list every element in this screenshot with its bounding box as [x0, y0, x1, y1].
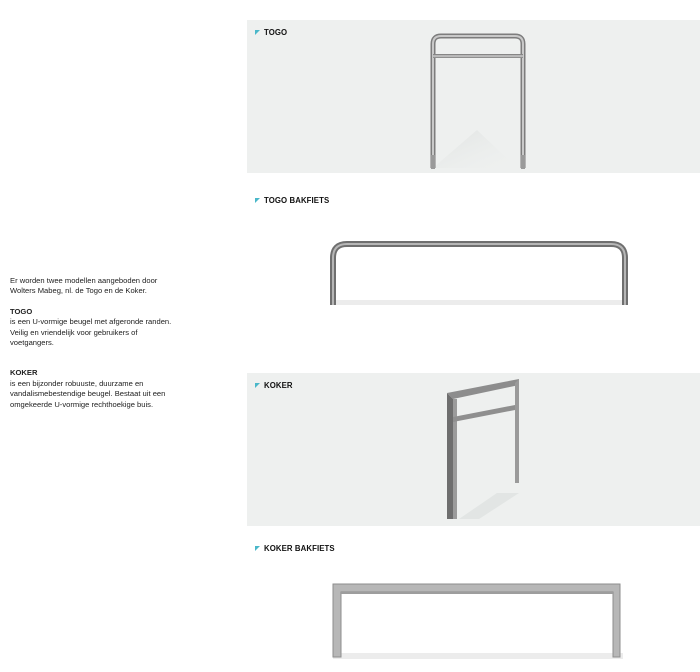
togo-description: is een U-vormige beugel met afgeronde randen. Veilig en vriendelijk voor gebruikers of voetgangers. — [10, 317, 172, 348]
triangle-marker-icon — [255, 30, 260, 35]
product-label-togo-bakfiets: TOGO BAKFIETS — [255, 196, 329, 205]
triangle-marker-icon — [255, 546, 260, 551]
togo-bakfiets-rack-image — [247, 188, 700, 316]
togo-heading: TOGO — [10, 306, 33, 316]
koker-heading: KOKER — [10, 368, 38, 378]
product-label-koker-bakfiets: KOKER BAKFIETS — [255, 544, 335, 553]
triangle-marker-icon — [255, 383, 260, 388]
product-panel-togo — [247, 20, 700, 173]
triangle-marker-icon — [255, 198, 260, 203]
togo-rack-image — [247, 20, 700, 173]
product-label-togo: TOGO — [255, 28, 287, 37]
intro-text-block — [10, 276, 180, 410]
koker-bakfiets-rack-image — [247, 536, 700, 672]
product-panel-koker — [247, 373, 700, 526]
product-panel-koker-bakfiets — [247, 536, 700, 672]
product-label-koker: KOKER — [255, 381, 293, 390]
intro-paragraph: Er worden twee modellen aangeboden door Wolters Mabeg, nl. de Togo en de Koker. — [10, 276, 158, 296]
koker-description: is een bijzonder robuuste, duurzame en vandalismebestendige beugel. Bestaat uit een omgekeerde U-vormige rechthoekige buis. — [10, 378, 166, 409]
koker-rack-image — [247, 373, 700, 526]
product-panel-togo-bakfiets — [247, 188, 700, 316]
